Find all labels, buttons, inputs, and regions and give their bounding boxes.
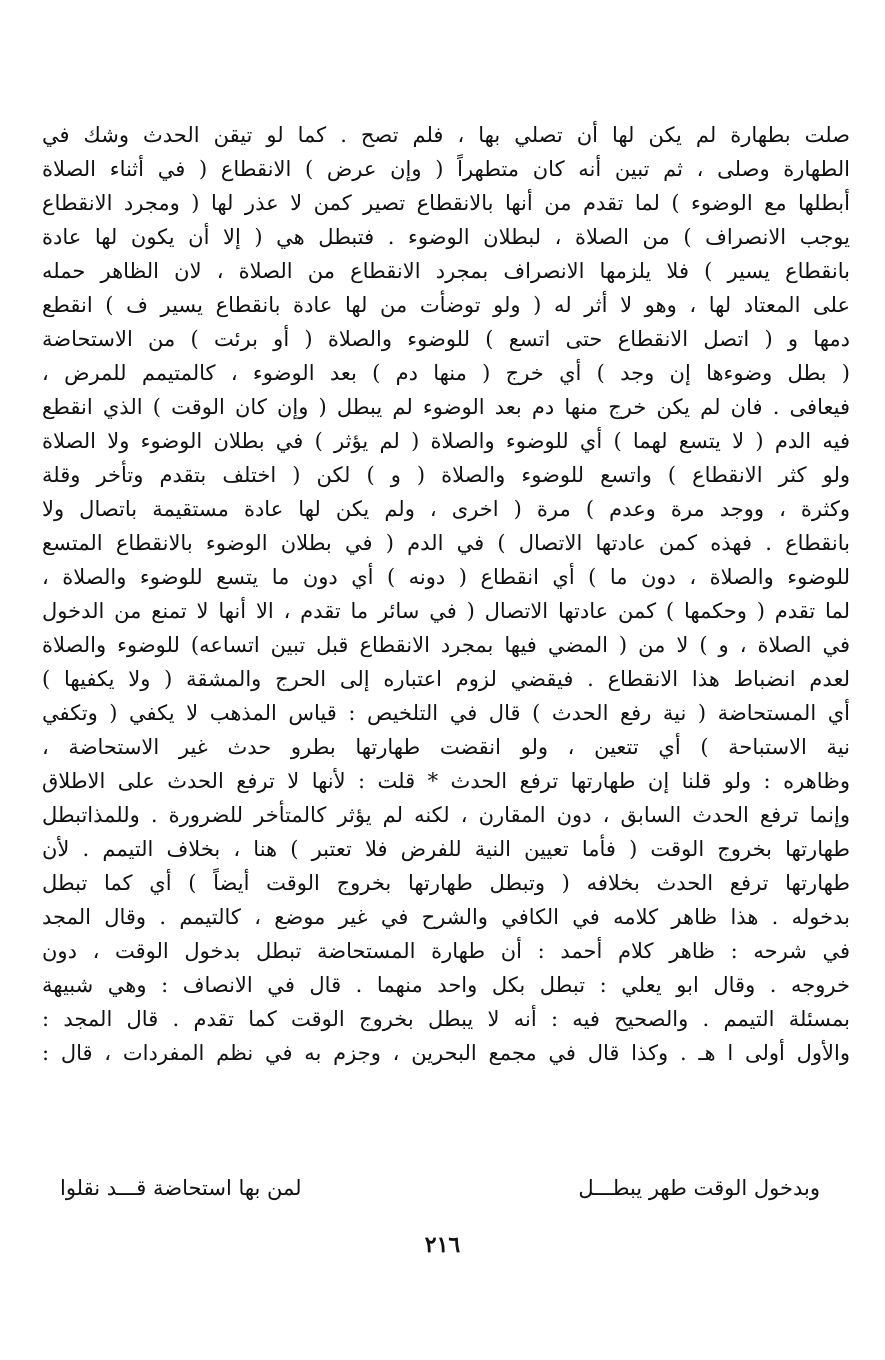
text-line: بانقطاع يسير ) فلا يلزمها الانصراف بمجرد الانقطاع من الصلاة ، لان الظاهر حمله: [42, 259, 850, 283]
text-line: دمها و ( اتصل الانقطاع حتى اتسع ) للوضوء والصلاة ( أو برئت ) من الاستحاضة: [42, 327, 850, 351]
text-line: خروجه . وقال ابو يعلي : تبطل بكل واحد منهما . قال في الانصاف : وهي شبيهة: [42, 973, 850, 997]
text-line: ولو كثر الانقطاع ) واتسع للوضوء والصلاة ( و ) لكن ( اختلف بتقدم وتأخر وقلة: [42, 463, 850, 487]
text-line: فيعافى . فان لم يكن خرج منها دم بعد الوضوء لم يبطل ( وإن كان الوقت ) الذي انقطع: [42, 395, 850, 419]
text-line: الطهارة وصلى ، ثم تبين أنه كان متطهراً ( وإن عرض ) الانقطاع ( في أثناء الصلاة: [42, 157, 850, 181]
text-line: أبطلها مع الوضوء ) لما تقدم من أنها بالانقطاع تصير كمن لا عذر لها ( ومجرد الانقطاع: [42, 191, 850, 215]
text-line: والأول أولى ا هـ . وكذا قال في مجمع البحرين ، وجزم به في نظم المفردات ، قال :: [42, 1041, 850, 1065]
text-line: طهارتها ترفع الحدث بخلافه ( وتبطل طهارتها بخروج الوقت أيضاً ) أي كما تبطل: [42, 871, 850, 895]
text-line: لما تقدم ( وحكمها ) كمن عادتها الاتصال ( في سائر ما تقدم ، الا أنها لا تمنع من الدخول: [42, 599, 850, 623]
body-text: [42, 118, 850, 1070]
text-line: للوضوء والصلاة ، دون ما ) أي انقطاع ( دونه ) أي دون ما يتسع للوضوء والصلاة ،: [42, 565, 850, 589]
verse-first-hemistich: وبدخول الوقت طهر يبطـــل: [578, 1176, 820, 1200]
text-line: وظاهره : ولو قلنا إن طهارتها ترفع الحدث * قلت : لأنها لا ترفع الحدث على الاطلاق: [42, 769, 850, 793]
text-line: في شرحه : ظاهر كلام أحمد : أن طهارة المستحاضة تبطل بدخول الوقت ، دون: [42, 939, 850, 963]
text-line: أي المستحاضة ( نية رفع الحدث ) قال في التلخيص : قياس المذهب لا يكفي ( وتكفي: [42, 701, 850, 725]
text-line: نية الاستباحة ) أي تتعين ، ولو انقضت طهارتها بطرو حدث غير الاستحاضة ،: [42, 735, 850, 759]
text-line: على المعتاد لها ، وهو لا أثر له ( ولو توضأت من لها عادة بانقطاع يسير ف ) انقطع: [42, 293, 850, 317]
text-line: وإنما ترفع الحدث السابق ، دون المقارن ، لكنه لم يؤثر كالمتأخر للضرورة . وللمذاتبطل: [42, 803, 850, 827]
text-line: فيه الدم ( لا يتسع لهما ) أي للوضوء والصلاة ( لم يؤثر ) في بطلان الوضوء ولا الصلاة: [42, 429, 850, 453]
page-number: ٢١٦: [424, 1232, 461, 1258]
verse-second-hemistich: لمن بها استحاضة قـــد نقلوا: [60, 1176, 302, 1200]
text-line: يوجب الانصراف ) من الصلاة ، لبطلان الوضوء . فتبطل هي ( إلا أن يكون لها عادة: [42, 225, 850, 249]
text-line: طهارتها بخروج الوقت ( فأما تعيين النية للفرض فلا تعتبر ) هنا ، بخلاف التيمم . لأن: [42, 837, 850, 861]
text-line: بانقطاع . فهذه كمن عادتها الاتصال ) في الدم ( في بطلان الوضوء بالانقطاع المتسع: [42, 531, 850, 555]
poem-verse: [60, 1170, 820, 1206]
text-line: لعدم انضباط هذا الانقطاع . فيقضي لزوم اعتباره إلى الحرج والمشقة ( ولا يكفيها ): [42, 667, 850, 691]
text-line: صلت بطهارة لم يكن لها أن تصلي بها ، فلم تصح . كما لو تيقن الحدث وشك في: [42, 123, 850, 147]
text-line: ( بطل وضوءها إن وجد ) أي خرج ( منها دم ) بعد الوضوء ، كالمتيمم للمرض ،: [42, 361, 850, 385]
text-line: في الصلاة ، و ) لا من ( المضي فيها بمجرد الانقطاع قبل تبين اتساعه) للوضوء والصلاة: [42, 633, 850, 657]
text-line: بدخوله . هذا ظاهر كلامه في الكافي والشرح في غير موضع ، كالتيمم . وقال المجد: [42, 905, 850, 929]
text-line: وكثرة ، ووجد مرة وعدم ) مرة ( اخرى ، ولم يكن لها عادة مستقيمة باتصال ولا: [42, 497, 850, 521]
text-line: بمسئلة التيمم . والصحيح فيه : أنه لا يبطل بخروج الوقت كما تقدم . قال المجد :: [42, 1007, 850, 1031]
